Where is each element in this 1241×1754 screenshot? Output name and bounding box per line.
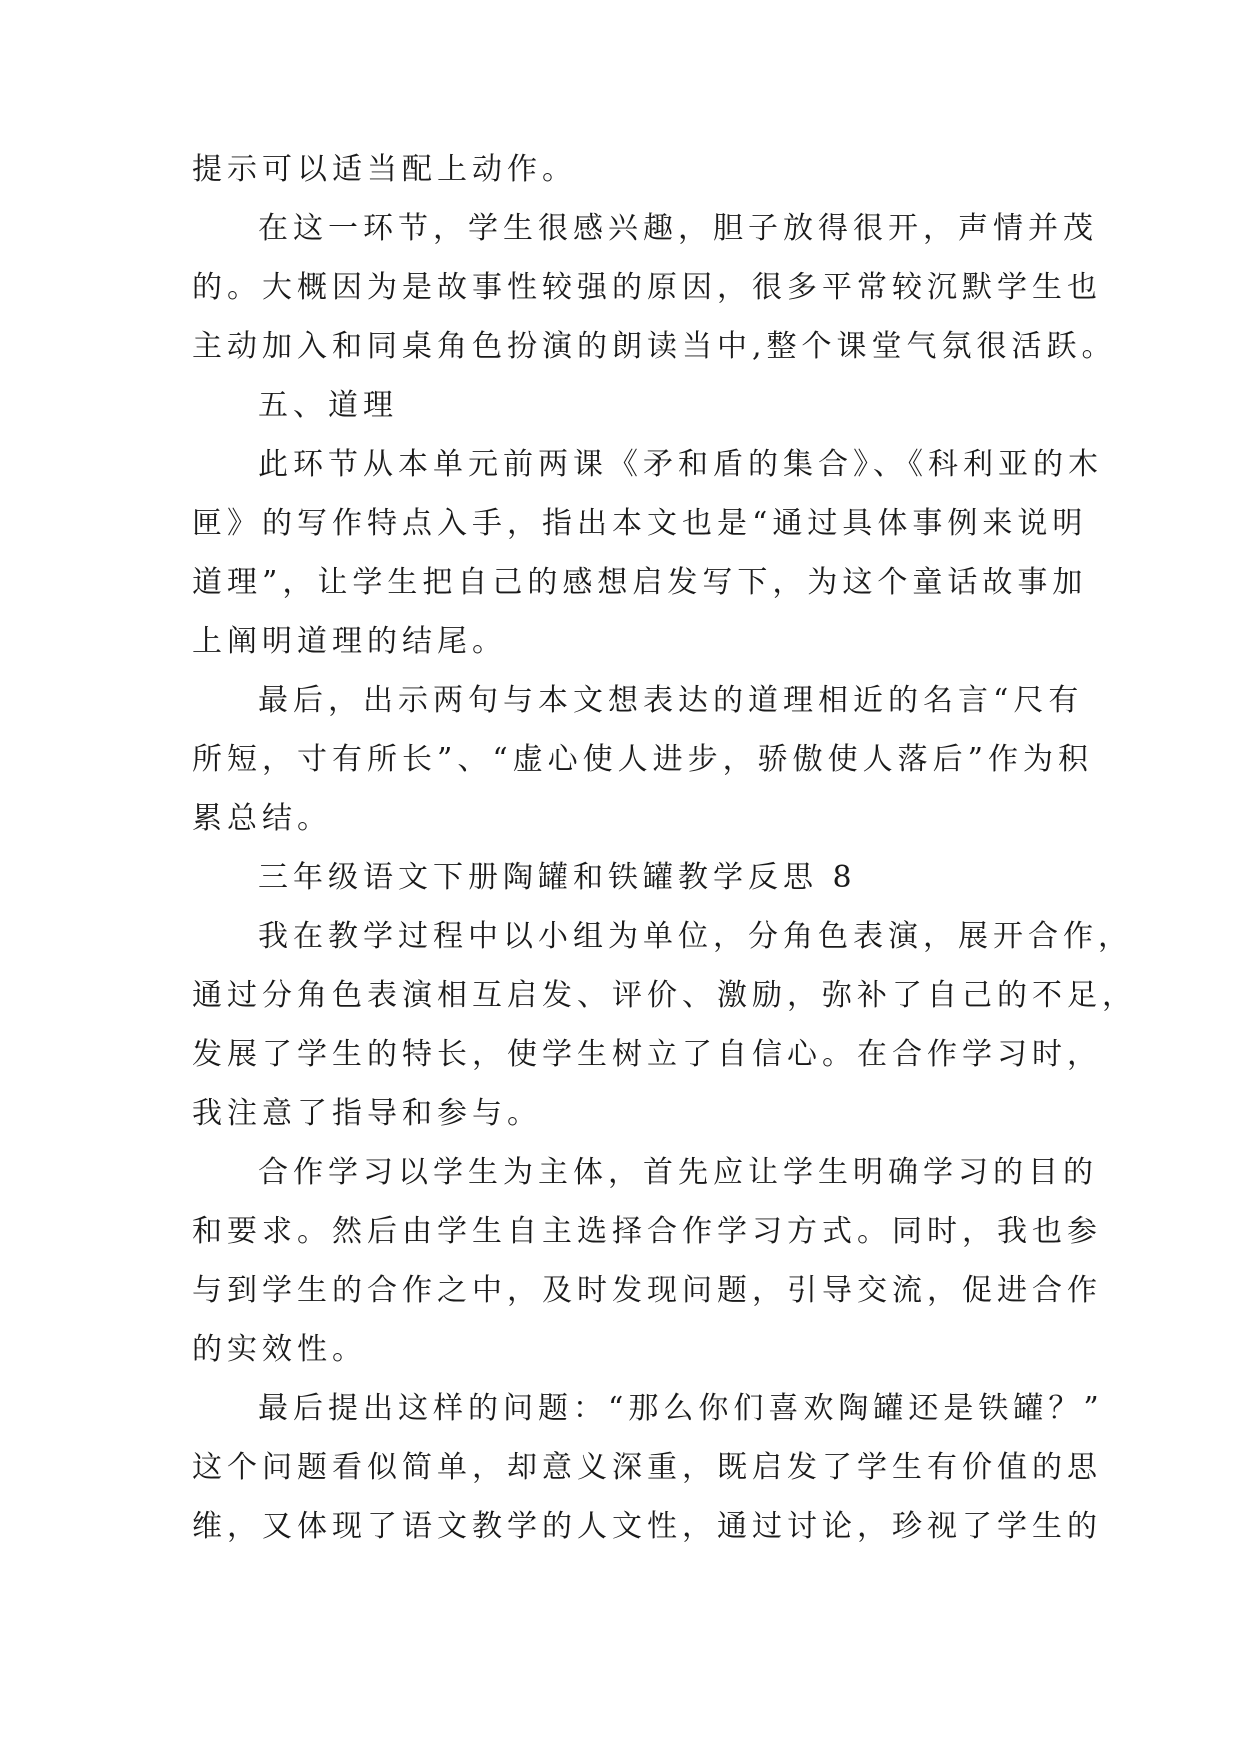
text-line-10: 最后，出示两句与本文想表达的道理相近的名言“尺有 bbox=[258, 683, 1084, 718]
text-line-18: 合作学习以学生为主体，首先应让学生明确学习的目的 bbox=[258, 1155, 1098, 1190]
text-line-1: 提示可以适当配上动作。 bbox=[192, 152, 577, 187]
text-line-12: 累总结。 bbox=[192, 801, 332, 836]
text-line-11: 所短，寸有所长”、“虚心使人进步，骄傲使人落后”作为积 bbox=[192, 742, 1094, 777]
text-line-19: 和要求。然后由学生自主选择合作学习方式。同时，我也参 bbox=[192, 1214, 1102, 1249]
text-line-15: 通过分角色表演相互启发、评价、激励，弥补了自己的不足， bbox=[192, 978, 1137, 1013]
text-line-17: 我注意了指导和参与。 bbox=[192, 1096, 542, 1131]
text-line-9: 上阐明道理的结尾。 bbox=[192, 624, 507, 659]
text-line-24: 维，又体现了语文教学的人文性，通过讨论，珍视了学生的 bbox=[192, 1509, 1102, 1544]
text-line-3: 的。大概因为是故事性较强的原因，很多平常较沉默学生也 bbox=[192, 270, 1102, 305]
text-line-14: 我在教学过程中以小组为单位，分角色表演，展开合作， bbox=[258, 919, 1133, 954]
text-line-23: 这个问题看似简单，却意义深重，既启发了学生有价值的思 bbox=[192, 1450, 1102, 1485]
text-line-22: 最后提出这样的问题：“那么你们喜欢陶罐还是铁罐？” bbox=[258, 1391, 1104, 1426]
section-heading: 五、道理 bbox=[258, 388, 398, 423]
text-line-2: 在这一环节，学生很感兴趣，胆子放得很开，声情并茂 bbox=[258, 211, 1098, 246]
text-line-21: 的实效性。 bbox=[192, 1332, 367, 1367]
text-line-16: 发展了学生的特长，使学生树立了自信心。在合作学习时， bbox=[192, 1037, 1102, 1072]
text-line-4: 主动加入和同桌角色扮演的朗读当中,整个课堂气氛很活跃。 bbox=[192, 329, 1117, 364]
text-line-6: 此环节从本单元前两课《矛和盾的集合》、《科利亚的木 bbox=[258, 447, 1103, 482]
text-line-20: 与到学生的合作之中，及时发现问题，引导交流，促进合作 bbox=[192, 1273, 1102, 1308]
text-line-7: 匣》的写作特点入手，指出本文也是“通过具体事例来说明 bbox=[192, 506, 1088, 541]
article-title: 三年级语文下册陶罐和铁罐教学反思 8 bbox=[258, 860, 857, 895]
text-line-8: 道理”，让学生把自己的感想启发写下，为这个童话故事加 bbox=[192, 565, 1088, 600]
